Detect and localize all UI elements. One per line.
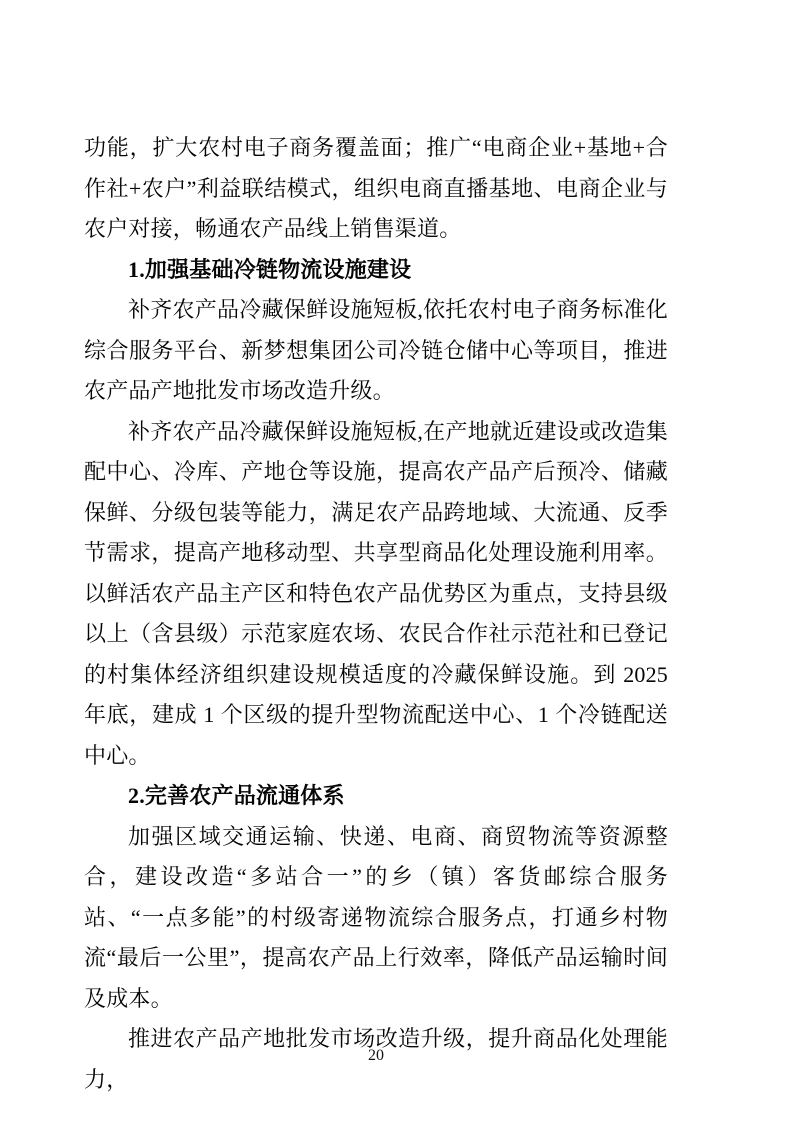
section-heading-circulation-system: 2.完善农产品流通体系 [128, 783, 345, 808]
paragraph: 加强区域交通运输、快递、电商、商贸物流等资源整合，建设改造“多站合一”的乡（镇）客货邮综合服务站、“一点多能”的村级寄递物流综合服务点，打通乡村物流“最后一公里”，提高农产品上行效率，降低产品运输时间及成本。 [84, 823, 668, 1011]
paragraph: 推进农产品产地批发市场改造升级，提升商品化处理能力， [84, 1026, 668, 1092]
page-number: 20 [368, 1047, 384, 1064]
paragraph-continuation: 功能，扩大农村电子商务覆盖面；推广“电商企业+基地+合作社+农户”利益联结模式，组织电商直播基地、电商企业与农户对接，畅通农产品线上销售渠道。 [84, 135, 668, 241]
paragraph: 补齐农产品冷藏保鲜设施短板,在产地就近建设或改造集配中心、冷库、产地仓等设施，提高农产品产后预冷、储藏保鲜、分级包装等能力，满足农产品跨地域、大流通、反季节需求，提高产地移动型、共享型商品化处理设施利用率。以鲜活农产品主产区和特色农产品优势区为重点，支持县级以上（含县级）示范家庭农场、农民合作社示范社和已登记的村集体经济组织建设规模适度的冷藏保鲜设施。到 2025 年底，建成 1 个区级的提升型物流配送中心、1 个冷链配送中心。 [84, 418, 668, 768]
section-heading-cold-chain: 1.加强基础冷链物流设施建设 [128, 256, 412, 282]
paragraph: 补齐农产品冷藏保鲜设施短板,依托农村电子商务标准化综合服务平台、新梦想集团公司冷链仓储中心等项目，推进农产品产地批发市场改造升级。 [84, 297, 668, 403]
document-body [84, 128, 668, 1100]
